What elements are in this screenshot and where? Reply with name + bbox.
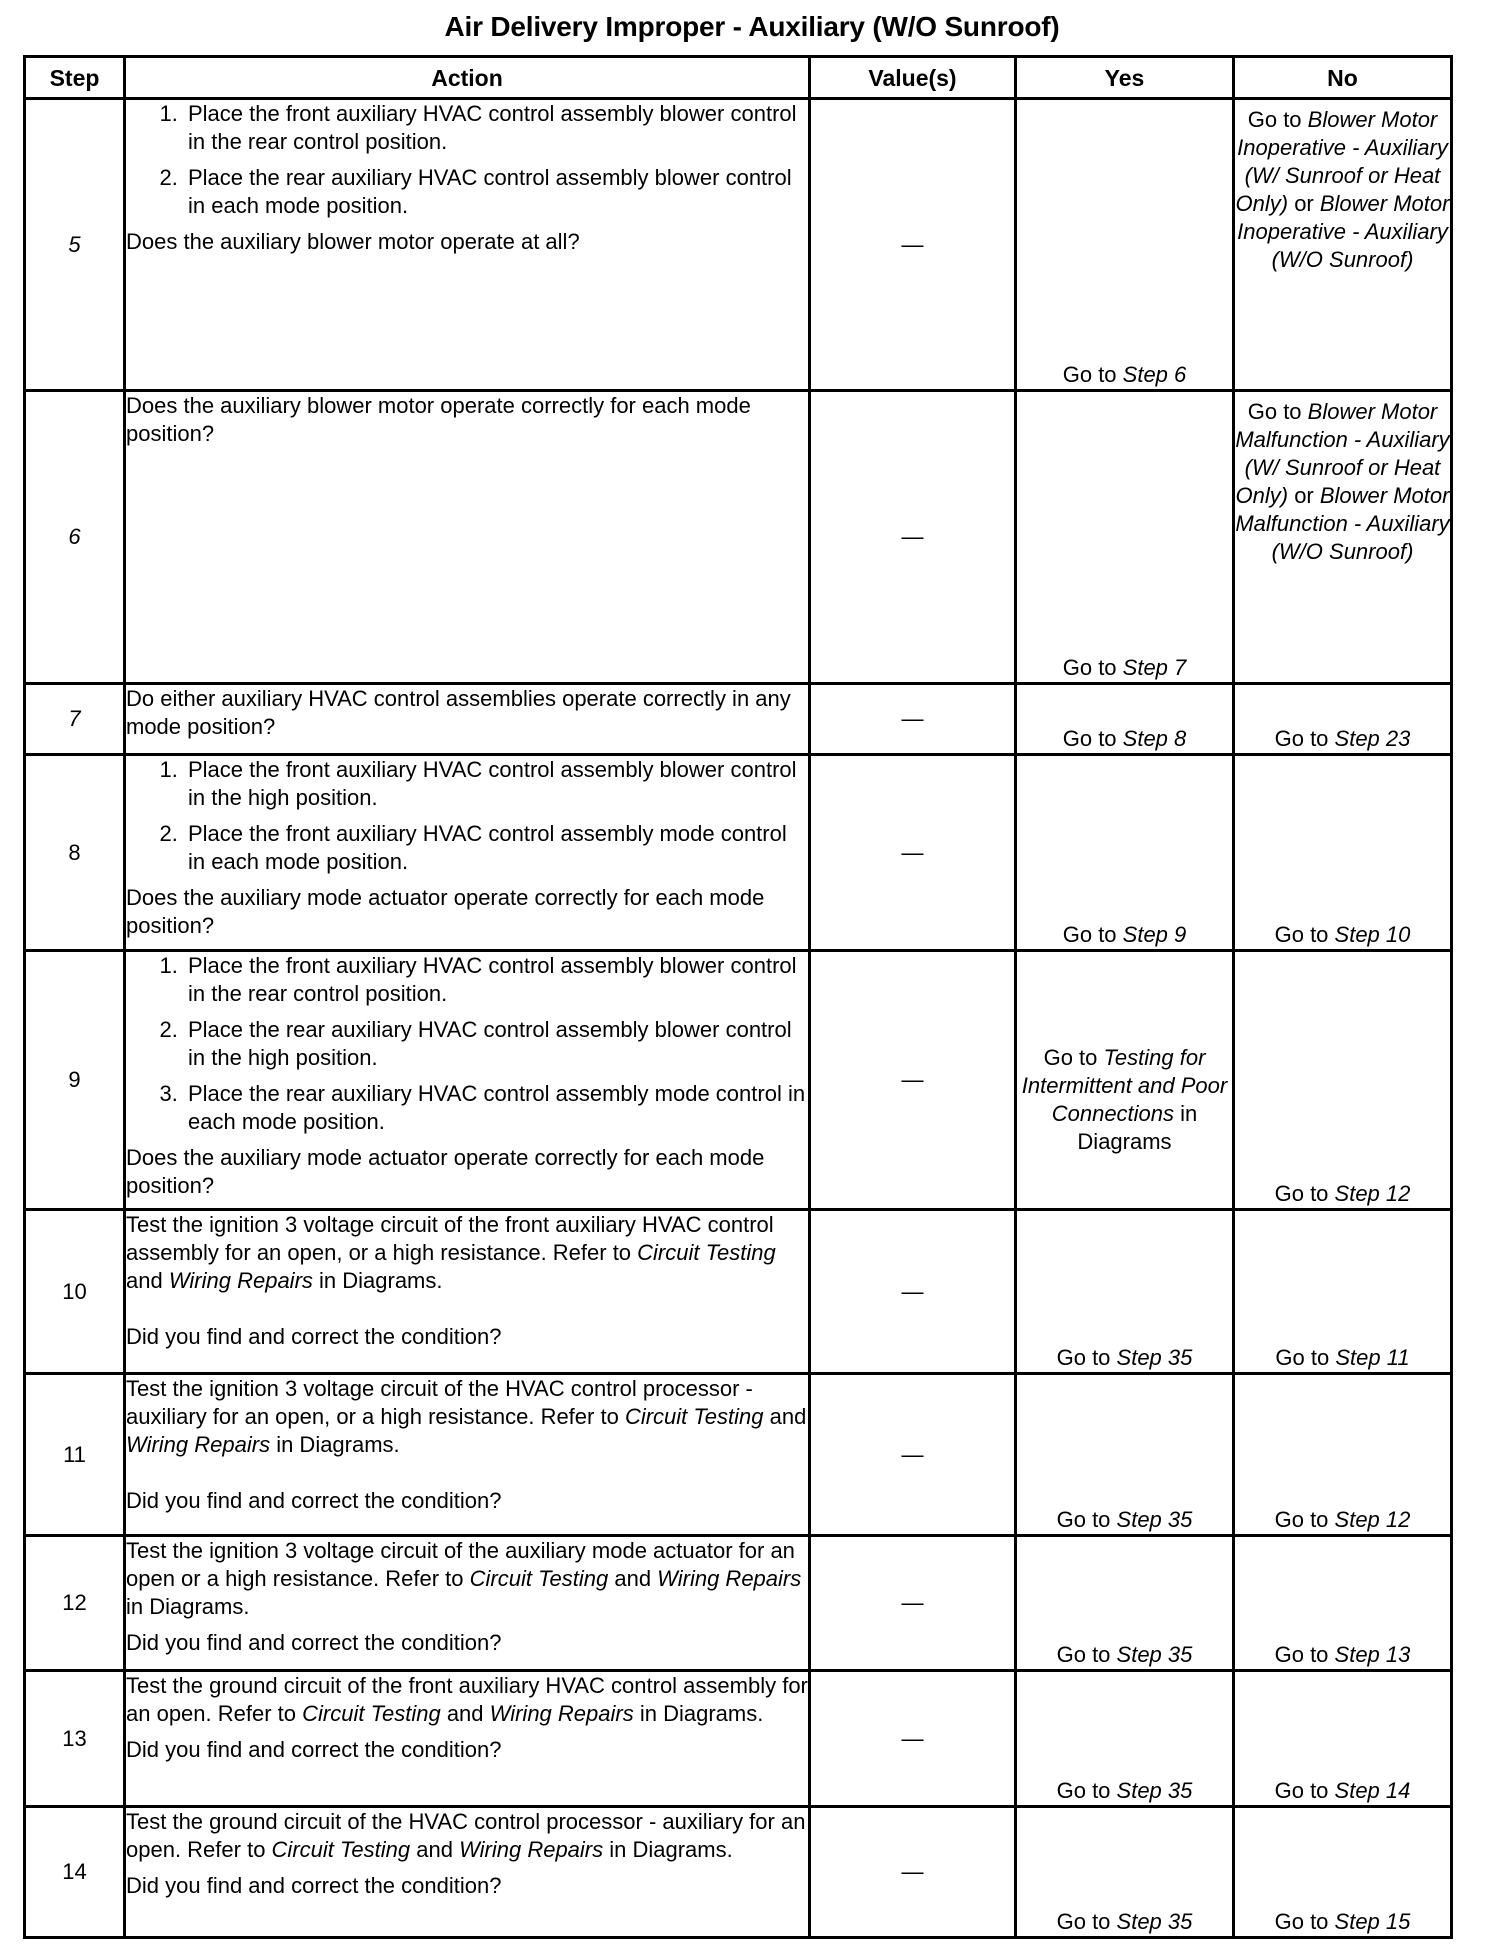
yes-prefix: Go to [1062,922,1123,947]
yes-prefix: Go to [1043,1045,1104,1070]
table-row [25,1671,1452,1807]
step-number: 10 [25,1210,125,1374]
reference-link[interactable]: Wiring Repairs [489,1701,634,1726]
substep: 2. Place the rear auxiliary HVAC control assembly blower control in each mode position. [184,164,808,220]
step-number: 14 [25,1807,125,1938]
step-number: 7 [25,684,125,755]
substep: 2. Place the rear auxiliary HVAC control assembly blower control in the high position. [184,1016,808,1072]
instruction-text: Test the ignition 3 voltage circuit of the auxiliary mode actuator for an open or a high resistance. Refer to [126,1538,795,1591]
yes-prefix: Go to [1062,655,1123,680]
yes-suffix: in Diagrams [1077,1101,1198,1154]
values-cell: — [810,951,1016,1210]
no-cell [1234,1536,1452,1671]
action-question: Did you find and correct the condition? [126,1630,502,1655]
substep: 1. Place the front auxiliary HVAC control assembly blower control in the high position. [184,756,808,812]
yes-link[interactable]: Step 35 [1116,1909,1193,1934]
no-prefix: Go to [1274,922,1335,947]
instruction-text: in Diagrams. [633,1701,764,1726]
yes-cell [1016,1807,1234,1938]
yes-cell [1016,1210,1234,1374]
action-instruction [126,1211,808,1295]
diagnostic-table [23,55,1453,1939]
reference-link[interactable]: Circuit Testing [469,1566,609,1591]
action-cell [125,684,810,755]
yes-link[interactable]: Step 35 [1116,1507,1193,1532]
values-cell: — [810,1536,1016,1671]
table-row [25,391,1452,684]
instruction-text: in Diagrams. [312,1268,443,1293]
action-cell [125,1536,810,1671]
substep-list [126,756,808,876]
no-cell [1234,1807,1452,1938]
no-prefix: Go to [1274,1778,1335,1803]
action-question: Did you find and correct the condition? [126,1737,502,1762]
table-row [25,99,1452,391]
reference-link[interactable]: Circuit Testing [271,1837,411,1862]
instruction-text: and [410,1837,460,1862]
no-cell [1234,1671,1452,1807]
yes-prefix: Go to [1056,1642,1117,1667]
header-no: No [1234,57,1452,99]
action-instruction [126,1375,808,1459]
substep-list [126,952,808,1136]
yes-prefix: Go to [1056,1909,1117,1934]
action-instruction [126,1537,808,1621]
no-prefix: Go to [1247,399,1308,424]
instruction-text: in Diagrams. [603,1837,733,1862]
substep: 2. Place the front auxiliary HVAC control assembly mode control in each mode position. [184,820,808,876]
table-row [25,951,1452,1210]
action-cell [125,755,810,951]
table-row [25,1536,1452,1671]
instruction-text: Test the ignition 3 voltage circuit of the front auxiliary HVAC control assembly for an open, or a high resistance. Refer to [126,1212,774,1265]
table-row [25,684,1452,755]
table-row [25,1807,1452,1938]
reference-link[interactable]: Wiring Repairs [126,1432,271,1457]
instruction-text: in Diagrams. [126,1594,250,1619]
substep: 3. Place the rear auxiliary HVAC control assembly mode control in each mode position. [184,1080,808,1136]
header-step: Step [25,57,125,99]
values-cell: — [810,1374,1016,1536]
action-question: Did you find and correct the condition? [126,1324,502,1349]
no-cell [1234,391,1452,684]
instruction-text: and [440,1701,490,1726]
instruction-text: and [608,1566,658,1591]
page-title: Air Delivery Improper - Auxiliary (W/O Sunroof) [444,11,1060,42]
table-row [25,755,1452,951]
values-cell: — [810,755,1016,951]
action-cell [125,1671,810,1807]
yes-prefix: Go to [1056,1507,1117,1532]
no-link[interactable]: Step 23 [1334,726,1411,751]
header-values: Value(s) [810,57,1016,99]
values-cell: — [810,684,1016,755]
no-link[interactable]: Step 13 [1334,1642,1411,1667]
reference-link[interactable]: Wiring Repairs [657,1566,802,1591]
yes-link[interactable]: Step 35 [1116,1345,1193,1370]
no-link[interactable]: Blower Motor Inoperative - Auxiliary (W/ Sunroof or Heat Only) [1235,107,1448,216]
yes-link[interactable]: Step 35 [1116,1642,1193,1667]
yes-cell [1016,391,1234,684]
yes-cell [1016,684,1234,755]
yes-cell [1016,99,1234,391]
substep-list [126,100,808,220]
instruction-text: and [126,1268,169,1293]
yes-prefix: Go to [1056,1778,1117,1803]
yes-cell [1016,1374,1234,1536]
substep: 1. Place the front auxiliary HVAC control assembly blower control in the rear control position. [184,952,808,1008]
table-row [25,1374,1452,1536]
no-link[interactable]: Step 10 [1334,922,1411,947]
action-question: Does the auxiliary mode actuator operate correctly for each mode position? [126,885,765,938]
step-number: 6 [25,391,125,684]
step-number: 8 [25,755,125,951]
no-link[interactable]: Blower Motor Malfunction - Auxiliary (W/ Sunroof or Heat Only) [1235,399,1450,508]
no-link[interactable]: Step 14 [1334,1778,1411,1803]
instruction-text: Test the ground circuit of the front auxiliary HVAC control assembly for an open. Refer to [126,1673,808,1726]
instruction-text: in Diagrams. [270,1432,400,1457]
values-cell: — [810,1671,1016,1807]
yes-link[interactable]: Step 8 [1122,726,1187,751]
step-number: 9 [25,951,125,1210]
header-action: Action [125,57,810,99]
yes-link[interactable]: Step 9 [1122,922,1187,947]
reference-link[interactable]: Circuit Testing [637,1240,776,1265]
no-link[interactable]: Step 15 [1334,1909,1411,1934]
values-cell: — [810,391,1016,684]
no-link[interactable]: Blower Motor Malfunction - Auxiliary (W/O Sunroof) [1235,483,1450,564]
action-question: Do either auxiliary HVAC control assemblies operate correctly in any mode position? [126,686,791,739]
reference-link[interactable]: Circuit Testing [624,1404,764,1429]
table-header-row [25,57,1452,99]
action-question: Did you find and correct the condition? [126,1873,502,1898]
values-cell: — [810,1807,1016,1938]
yes-link[interactable]: Step 35 [1116,1778,1193,1803]
step-number: 11 [25,1374,125,1536]
instruction-text: Test the ground circuit of the HVAC control processor - auxiliary for an open. Refer to [126,1809,806,1862]
no-prefix: Go to [1274,1642,1335,1667]
no-cell [1234,755,1452,951]
action-cell [125,391,810,684]
no-link[interactable]: Blower Motor Inoperative - Auxiliary (W/O Sunroof) [1237,191,1450,272]
reference-link[interactable]: Wiring Repairs [168,1268,313,1293]
yes-link[interactable]: Step 7 [1122,655,1187,680]
yes-link[interactable]: Testing for Intermittent and Poor Connections [1021,1045,1228,1126]
no-link[interactable]: Step 12 [1334,1181,1411,1206]
no-mid: or [1288,191,1320,216]
action-question: Does the auxiliary mode actuator operate correctly for each mode position? [126,1145,765,1198]
yes-link[interactable]: Step 6 [1122,362,1187,387]
table-row [25,1210,1452,1374]
action-instruction [126,1672,808,1728]
no-prefix: Go to [1274,1181,1335,1206]
no-cell [1234,951,1452,1210]
no-cell [1234,684,1452,755]
action-question: Did you find and correct the condition? [126,1488,502,1513]
no-cell [1234,1374,1452,1536]
no-prefix: Go to [1275,1345,1336,1370]
values-cell: — [810,99,1016,391]
yes-cell [1016,951,1234,1210]
no-cell [1234,1210,1452,1374]
yes-prefix: Go to [1062,362,1123,387]
reference-link[interactable]: Circuit Testing [302,1701,441,1726]
step-number: 5 [25,99,125,391]
action-instruction [126,1808,808,1864]
instruction-text: and [763,1404,807,1429]
no-link[interactable]: Step 12 [1334,1507,1411,1532]
action-cell [125,99,810,391]
values-cell: — [810,1210,1016,1374]
step-number: 13 [25,1671,125,1807]
step-number: 12 [25,1536,125,1671]
yes-prefix: Go to [1062,726,1123,751]
header-yes: Yes [1016,57,1234,99]
yes-cell [1016,1536,1234,1671]
instruction-text: Test the ignition 3 voltage circuit of the HVAC control processor - auxiliary for an open, or a high resistance. Refer to [126,1376,753,1429]
no-mid: or [1288,483,1320,508]
yes-prefix: Go to [1056,1345,1117,1370]
no-prefix: Go to [1247,107,1308,132]
no-prefix: Go to [1274,726,1335,751]
yes-cell [1016,1671,1234,1807]
yes-cell [1016,755,1234,951]
no-link[interactable]: Step 11 [1335,1345,1410,1370]
action-question: Does the auxiliary blower motor operate correctly for each mode position? [126,393,751,446]
action-cell [125,1374,810,1536]
no-prefix: Go to [1274,1507,1335,1532]
no-cell [1234,99,1452,391]
reference-link[interactable]: Wiring Repairs [459,1837,604,1862]
no-prefix: Go to [1274,1909,1335,1934]
substep: 1. Place the front auxiliary HVAC control assembly blower control in the rear control position. [184,100,808,156]
action-cell [125,1807,810,1938]
action-question: Does the auxiliary blower motor operate at all? [126,229,580,254]
action-cell [125,1210,810,1374]
action-cell [125,951,810,1210]
